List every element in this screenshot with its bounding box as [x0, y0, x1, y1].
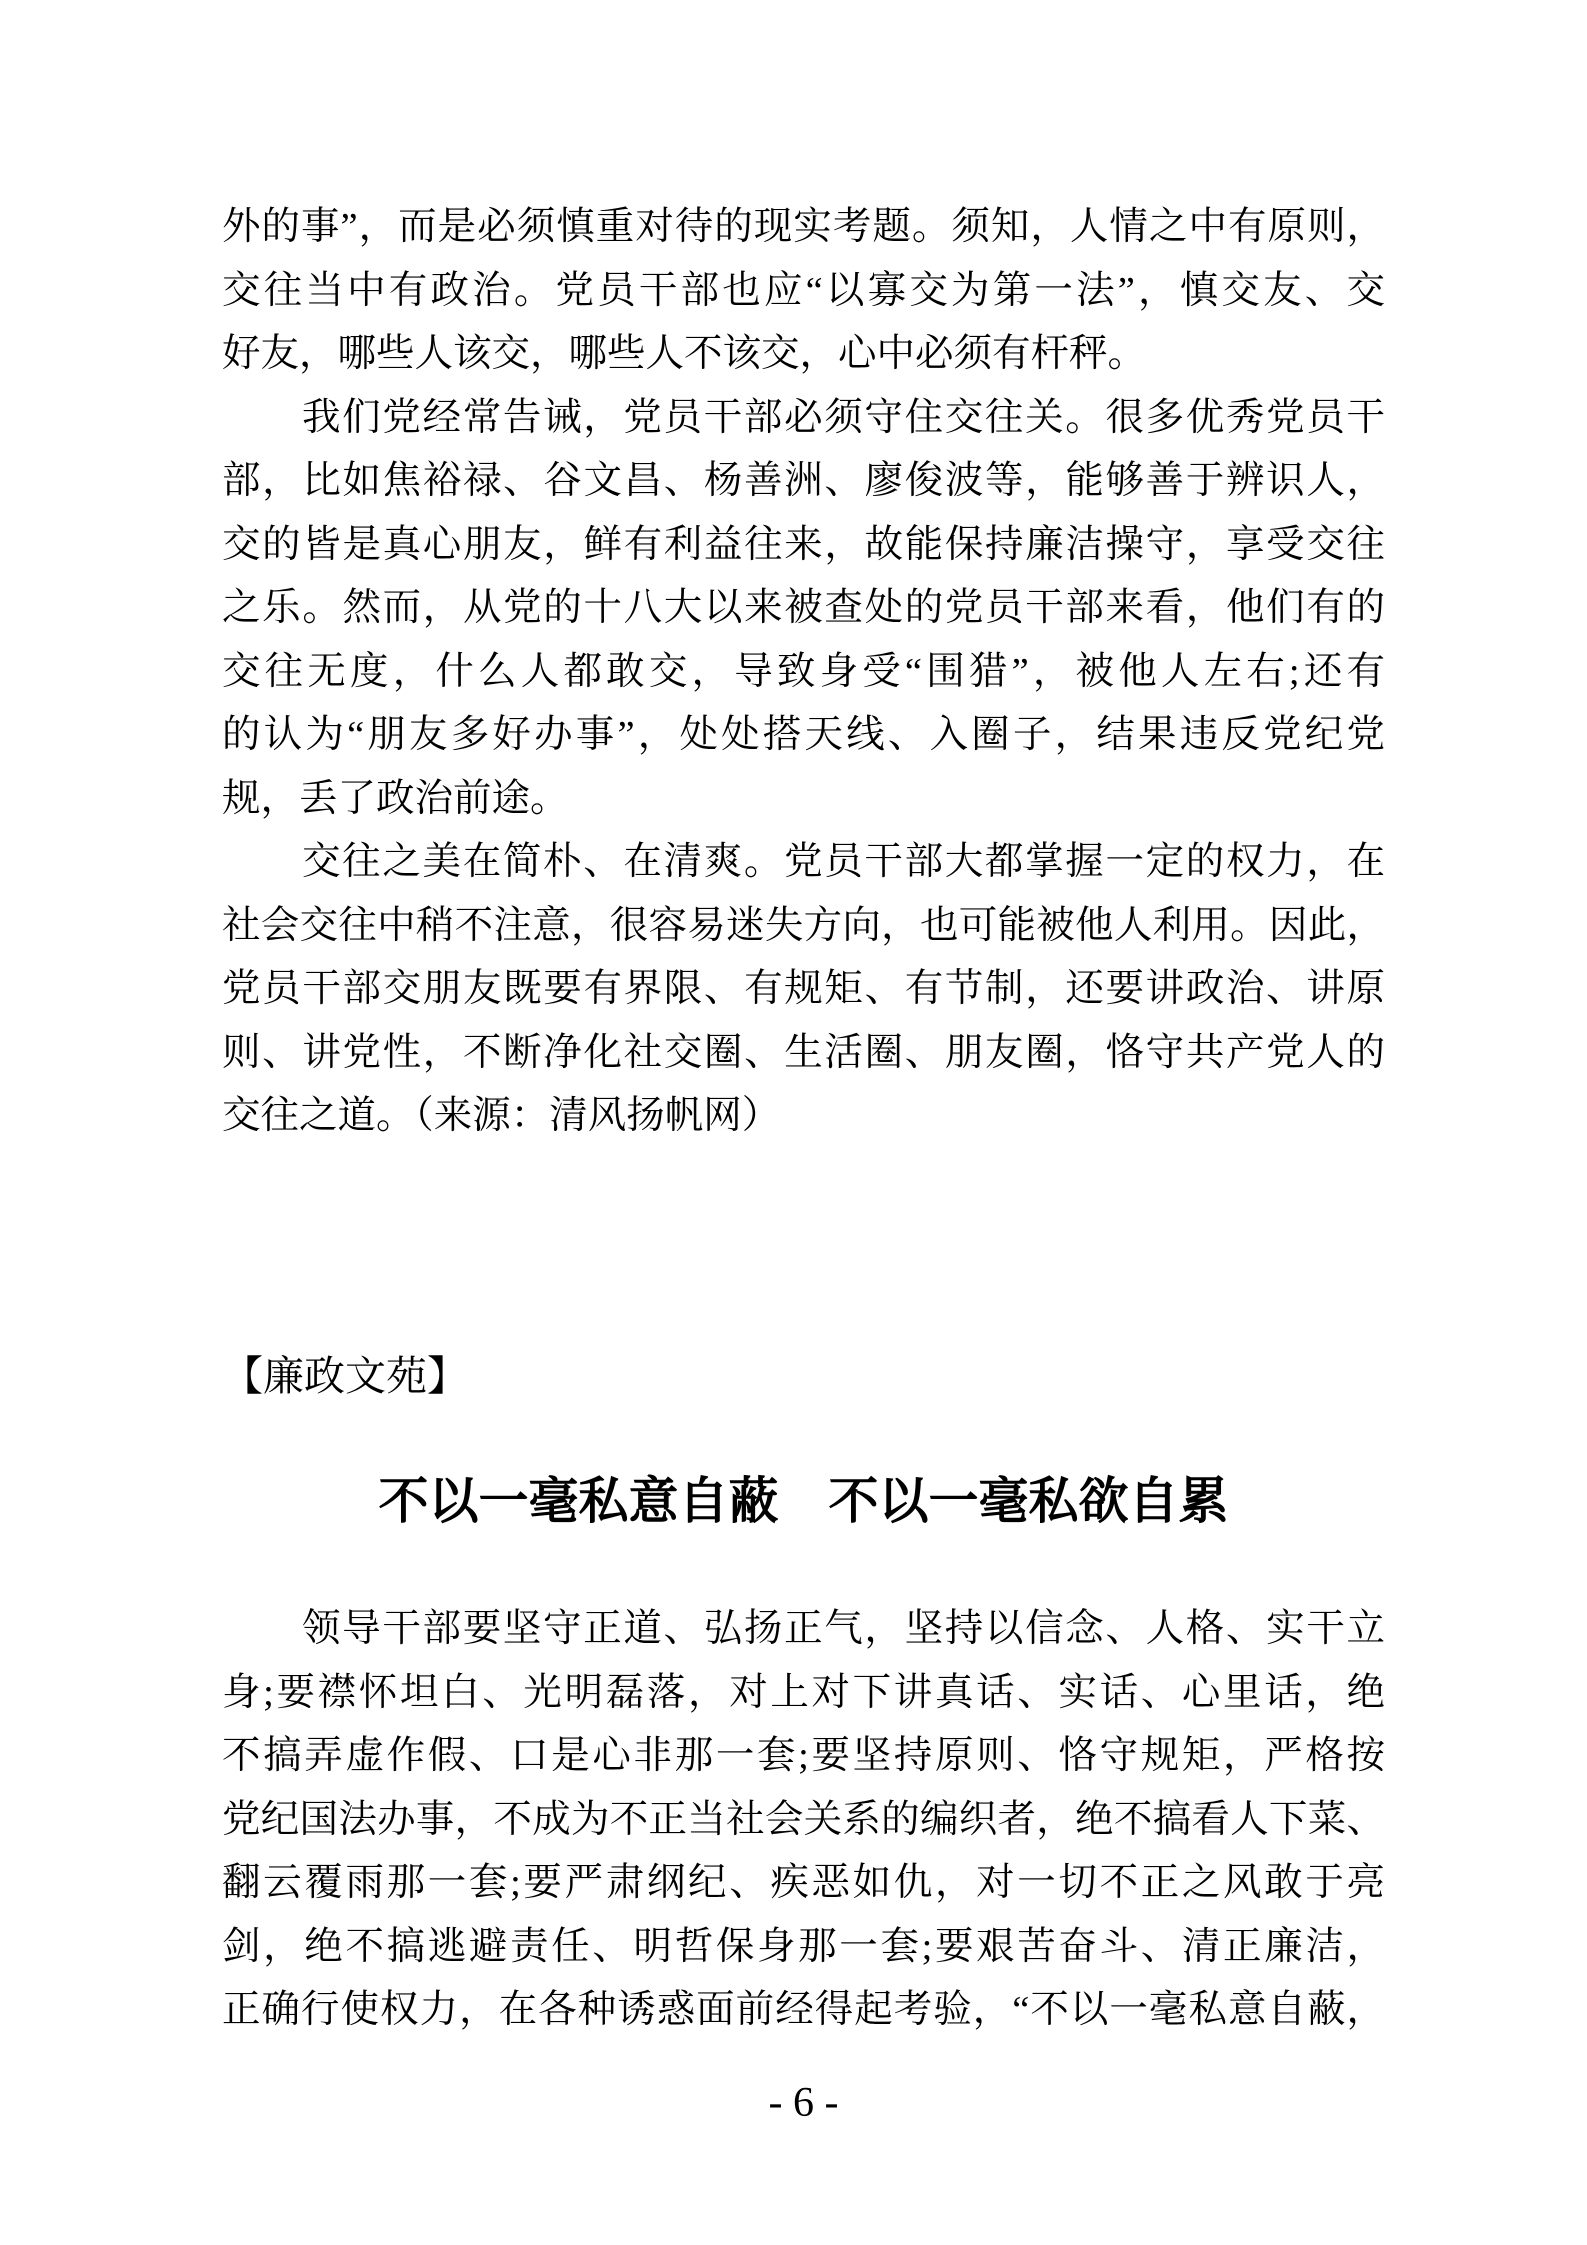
body-line: 之乐。然而，从党的十八大以来被查处的党员干部来看，他们有的: [222, 587, 1385, 629]
body-line: 部，比如焦裕禄、谷文昌、杨善洲、廖俊波等，能够善于辨识人，: [222, 460, 1385, 502]
body-line: 身;要襟怀坦白、光明磊落，对上对下讲真话、实话、心里话，绝: [222, 1671, 1385, 1714]
document-body: [222, 196, 1385, 2133]
body-line: 规，丢了政治前途。: [222, 777, 569, 820]
body-line: 正确行使权力，在各种诱惑面前经得起考验，“不以一毫私意自蔽，: [222, 1989, 1385, 2031]
body-line: 外的事”，而是必须慎重对待的现实考题。须知，人情之中有原则，: [222, 206, 1385, 248]
body-line: 的认为“朋友多好办事”，处处搭天线、入圈子，结果违反党纪党: [222, 714, 1385, 756]
section-header: 【廉政文苑】: [222, 1352, 468, 1399]
article-title: 不以一毫私意自蔽 不以一毫私欲自累: [378, 1473, 1229, 1529]
body-line: 党员干部交朋友既要有界限、有规矩、有节制，还要讲政治、讲原: [222, 968, 1385, 1010]
body-line: 党纪国法办事，不成为不正当社会关系的编织者，绝不搞看人下菜、: [222, 1798, 1385, 1841]
body-line: 我们党经常告诫，党员干部必须守住交往关。很多优秀党员干: [302, 396, 1385, 439]
paragraph: [222, 831, 1385, 1149]
body-line: 交往无度，什么人都敢交，导致身受“围猎”，被他人左右;还有: [222, 650, 1385, 693]
body-line: 领导干部要坚守正道、弘扬正气，坚持以信念、人格、实干立: [302, 1608, 1385, 1650]
paragraph: [222, 1598, 1385, 2043]
body-line: 交往当中有政治。党员干部也应“以寡交为第一法”，慎交友、交: [222, 269, 1385, 312]
body-line: 则、讲党性，不断净化社交圈、生活圈、朋友圈，恪守共产党人的: [222, 1031, 1385, 1074]
page-number: - 6 -: [768, 2079, 839, 2126]
body-line: 好友，哪些人该交，哪些人不该交，心中必须有杆秤。: [222, 333, 1147, 375]
body-line: 翻云覆雨那一套;要严肃纲纪、疾恶如仇，对一切不正之风敢于亮: [222, 1862, 1385, 1904]
paragraph: [222, 196, 1385, 387]
body-line: 社会交往中稍不注意，很容易迷失方向，也可能被他人利用。因此，: [222, 904, 1385, 947]
paragraph: [222, 387, 1385, 832]
body-line: 交往之道。（来源：清风扬帆网）: [222, 1095, 781, 1137]
body-line: 不搞弄虚作假、口是心非那一套;要坚持原则、恪守规矩，严格按: [222, 1735, 1385, 1777]
body-line: 剑，绝不搞逃避责任、明哲保身那一套;要艰苦奋斗、清正廉洁，: [222, 1925, 1385, 1968]
body-line: 交往之美在简朴、在清爽。党员干部大都掌握一定的权力，在: [302, 841, 1385, 883]
body-line: 交的皆是真心朋友，鲜有利益往来，故能保持廉洁操守，享受交往: [222, 523, 1385, 566]
